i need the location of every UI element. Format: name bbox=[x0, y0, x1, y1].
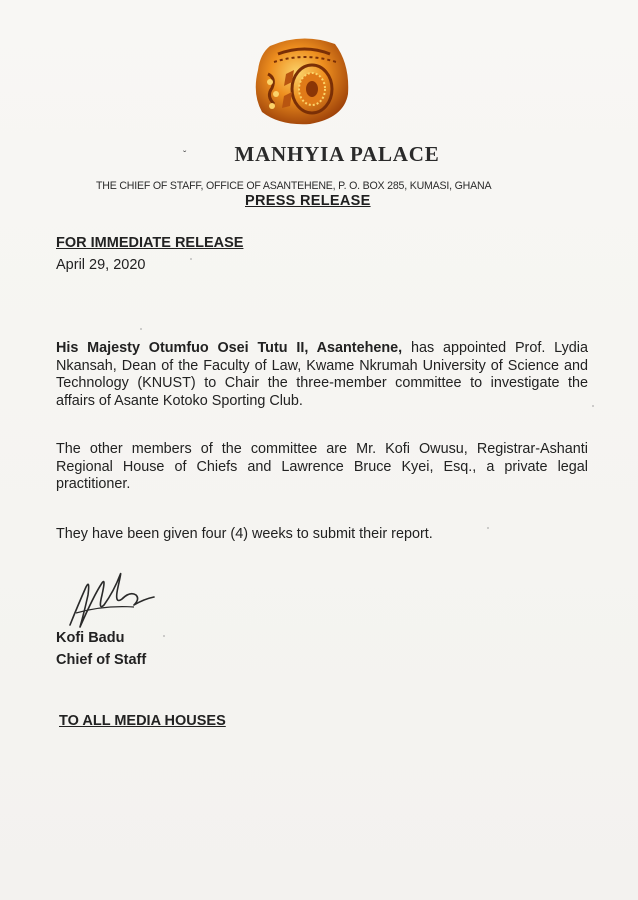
paragraph-committee-members: The other members of the committee are Mr. Kofi Owusu, Registrar-Ashanti Regional House of Chiefs and Lawrence Bruce Kyei, Esq., a private legal practitioner. bbox=[56, 441, 588, 493]
paper-speck bbox=[190, 258, 192, 260]
letterhead-address: THE CHIEF OF STAFF, OFFICE OF ASANTEHENE, P. O. BOX 285, KUMASI, GHANA bbox=[96, 180, 492, 192]
paper-speck bbox=[163, 635, 165, 637]
organization-title: MANHYIA PALACE bbox=[234, 142, 440, 166]
document-type-heading: PRESS RELEASE bbox=[245, 193, 371, 209]
paper-speck bbox=[140, 328, 142, 330]
recipients-line: TO ALL MEDIA HOUSES bbox=[59, 713, 226, 729]
release-label: FOR IMMEDIATE RELEASE bbox=[56, 235, 244, 251]
paragraph-appointment-bold: His Majesty Otumfuo Osei Tutu II, Asantehene, bbox=[56, 340, 403, 356]
paragraph-deadline: They have been given four (4) weeks to submit their report. bbox=[56, 526, 433, 542]
signatory-name: Kofi Badu bbox=[56, 630, 125, 646]
golden-stool-emblem-icon bbox=[250, 34, 355, 126]
paper-speck bbox=[487, 527, 489, 529]
release-date: April 29, 2020 bbox=[56, 257, 146, 273]
stray-mark: ˇ bbox=[183, 150, 187, 161]
paper-speck bbox=[592, 405, 594, 407]
paragraph-appointment-rest: has appointed Prof. Lydia Nkansah, Dean of the Faculty of Law, Kwame Nkrumah University of Science and Technology (KNUST) to Chair the three-member committee to investigate the affairs of Asante Kotoko Sporting Club. bbox=[56, 340, 588, 409]
signatory-title: Chief of Staff bbox=[56, 652, 147, 668]
handwritten-signature bbox=[64, 565, 164, 637]
paragraph-appointment bbox=[56, 340, 588, 410]
